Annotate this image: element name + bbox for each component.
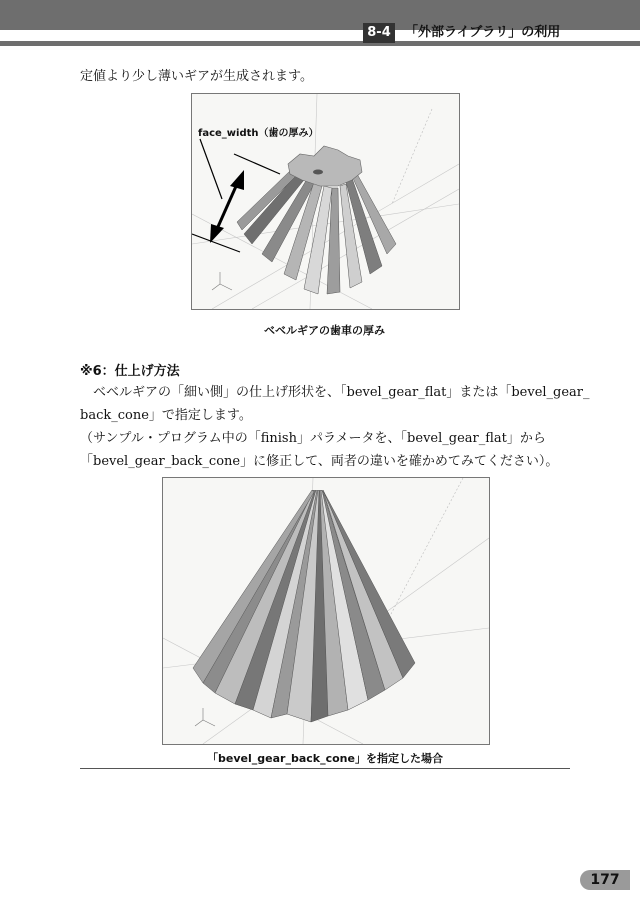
body-line-4: 「bevel_gear_back_cone」に修正して、両者の違いを確かめてみてください）。 — [80, 454, 559, 469]
back-cone-gear-render — [163, 478, 489, 744]
page-number: 177 — [580, 870, 630, 890]
figure1-caption: ベベルギアの歯車の厚み — [264, 324, 385, 337]
body-line-3: （サンプル・プログラム中の「finish」パラメータを、「bevel_gear_flat」から — [80, 431, 546, 446]
body-line-2: back_cone」で指定します。 — [80, 408, 252, 423]
intro-text: 定値より少し薄いギアが生成されます。 — [80, 69, 313, 84]
section-number: 8-4 — [363, 23, 395, 43]
bottom-rule — [80, 768, 570, 769]
face-width-annotation: face_width（歯の厚み） — [198, 128, 319, 139]
body-line-1: ベベルギアの「細い側」の仕上げ形状を、「bevel_gear_flat」または「bevel_gear_ — [93, 385, 590, 400]
figure-bevel-gear-face-width — [191, 93, 460, 310]
figure-bevel-gear-back-cone — [162, 477, 490, 745]
figure2-caption: 「bevel_gear_back_cone」を指定した場合 — [207, 752, 443, 765]
section-title: 「外部ライブラリ」の利用 — [405, 25, 561, 40]
section-heading: ※6：仕上げ方法 — [80, 364, 180, 379]
